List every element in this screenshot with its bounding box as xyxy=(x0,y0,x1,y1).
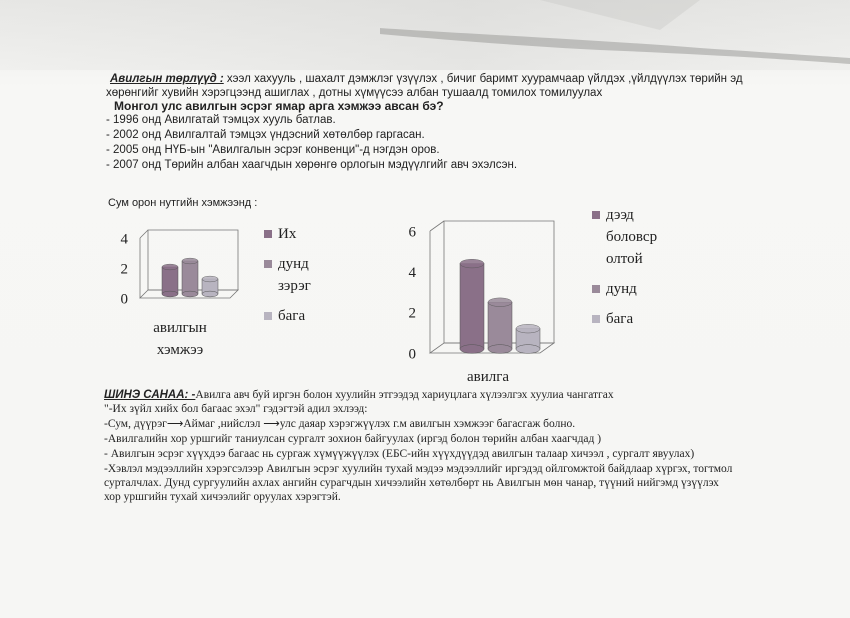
new-idea-line: -Авилгалийн хор уршгийг таниулсан сургалт зохион байгуулах (иргэд болон төрийн албан хаагчдад ) xyxy=(104,433,602,445)
chart-tick-label: 6 xyxy=(408,224,416,241)
legend-swatch xyxy=(264,230,272,238)
chart-1 xyxy=(100,210,330,360)
chart-bar xyxy=(162,267,178,294)
chart-bar-base xyxy=(460,345,484,354)
new-idea-line: -Хэвлэл мэдээллийн хэрэгсэлээр Авилгын эсрэг хуулийн тухай мэдээ мэдээллийг иргэдэд ойлгомжтой байдлаар хүргэх, тогтмол xyxy=(104,463,733,475)
chart-bar xyxy=(182,261,198,294)
legend-swatch xyxy=(592,285,600,293)
chart-x-label: авилга xyxy=(466,369,510,385)
chart-tick-label: 2 xyxy=(120,261,128,278)
chart-wall-edge xyxy=(430,221,444,231)
legend-label: боловср xyxy=(606,229,658,245)
new-idea-line-1-text: Авилга авч буй иргэн болон хуулийн этгээдэд хариуцлага хүлээлгэх хуулиа чангатгах xyxy=(195,389,614,401)
intro-line-2: хөрөнгийг хувийн хэрэгцээнд ашиглах , дотны хүмүүсээ албан тушаалд томилох томилуулах xyxy=(106,87,603,99)
chart-bar-base xyxy=(202,291,218,297)
intro-title: Авилгын төрлүүд : xyxy=(110,73,224,85)
chart-bar-top xyxy=(202,276,218,282)
chart-tick-label: 0 xyxy=(120,291,128,308)
chart-bar-top xyxy=(488,298,512,307)
legend-swatch xyxy=(592,315,600,323)
question-item: - 2002 онд Авилгалтай тэмцэх үндэсний хөтөлбөр гаргасан. xyxy=(106,129,425,141)
chart-x-label: хэмжээ xyxy=(156,342,204,358)
legend-label: дунд xyxy=(606,281,637,297)
legend-label: бага xyxy=(278,308,306,324)
chart-bar-top xyxy=(460,259,484,268)
legend-label: бага xyxy=(606,311,634,327)
chart-bar-base xyxy=(516,345,540,354)
new-idea-line: -Сум, дүүрэг⟶Аймаг ,нийслэл ⟶улс даяар хэрэгжүүлэх г.м авилгын хэмжээг багасгаж болно. xyxy=(104,418,576,430)
chart-bar-top xyxy=(182,258,198,264)
new-idea-line: хор уршгийн тухай хичээлийг оруулах хэрэгтэй. xyxy=(104,491,341,503)
chart-bar xyxy=(460,264,484,349)
chart-bar-base xyxy=(182,291,198,297)
chart-bar-base xyxy=(162,291,178,297)
sum-label: Сум орон нутгийн хэмжээнд : xyxy=(108,197,258,209)
chart-bar-base xyxy=(488,345,512,354)
legend-label: Их xyxy=(278,226,297,242)
legend-label: дээд xyxy=(606,207,634,223)
new-idea-line: сурталчлах. Дунд сургуулийн ахлах ангийн сурагчдын хичээлийн хөтөлбөрт нь Авилгын мөн чанар, түүний нийгэмд үзүүлэх xyxy=(104,477,719,489)
chart-bar-top xyxy=(516,324,540,333)
scan-artifact xyxy=(0,0,850,70)
question-item: - 2005 онд НҮБ-ын "Авилгалын эсрэг конвенци"-д нэгдэн оров. xyxy=(106,144,440,156)
intro-line-1 xyxy=(110,72,760,86)
new-idea-line: "-Их зүйл хийх бол багаас эхэл" гэдэгтэй адил эхлээд: xyxy=(104,403,368,415)
chart-bar-top xyxy=(162,264,178,270)
legend-swatch xyxy=(264,312,272,320)
chart-tick-label: 4 xyxy=(120,231,128,248)
new-idea-title: ШИНЭ САНАА: - xyxy=(104,389,196,401)
chart-wall-edge xyxy=(140,230,148,238)
chart-tick-label: 0 xyxy=(408,346,416,363)
intro-line-1-text: хээл хахууль , шахалт дэмжлэг үзүүлэх , бичиг баримт хуурамчаар үйлдэх ,үйлдүүлэх төрийн эд xyxy=(223,73,743,85)
chart-2 xyxy=(360,205,660,385)
legend-label: олтой xyxy=(606,251,643,267)
legend-label: зэрэг xyxy=(278,278,311,294)
chart-bar xyxy=(488,302,512,349)
question-item: - 1996 онд Авилгатай тэмцэх хууль батлав. xyxy=(106,114,336,126)
legend-swatch xyxy=(592,211,600,219)
new-idea-line-1 xyxy=(104,388,614,402)
legend-label: дунд xyxy=(278,256,309,272)
chart-x-label: авилгын xyxy=(153,320,207,336)
chart-tick-label: 4 xyxy=(408,264,416,281)
question-item: - 2007 онд Төрийн албан хаагчдын хөрөнгө орлогын мэдүүлгийг авч эхэлсэн. xyxy=(106,159,518,171)
legend-swatch xyxy=(264,260,272,268)
new-idea-line: - Авилгын эсрэг хүүхдээ багаас нь сургаж хүмүүжүүлэх (ЕБС-ийн хүүхдүүдэд авилгын талаар хичээл , сургалт явуулах) xyxy=(104,448,695,460)
question-title: Монгол улс авилгын эсрэг ямар арга хэмжээ авсан бэ? xyxy=(114,99,444,113)
chart-tick-label: 2 xyxy=(408,305,416,322)
